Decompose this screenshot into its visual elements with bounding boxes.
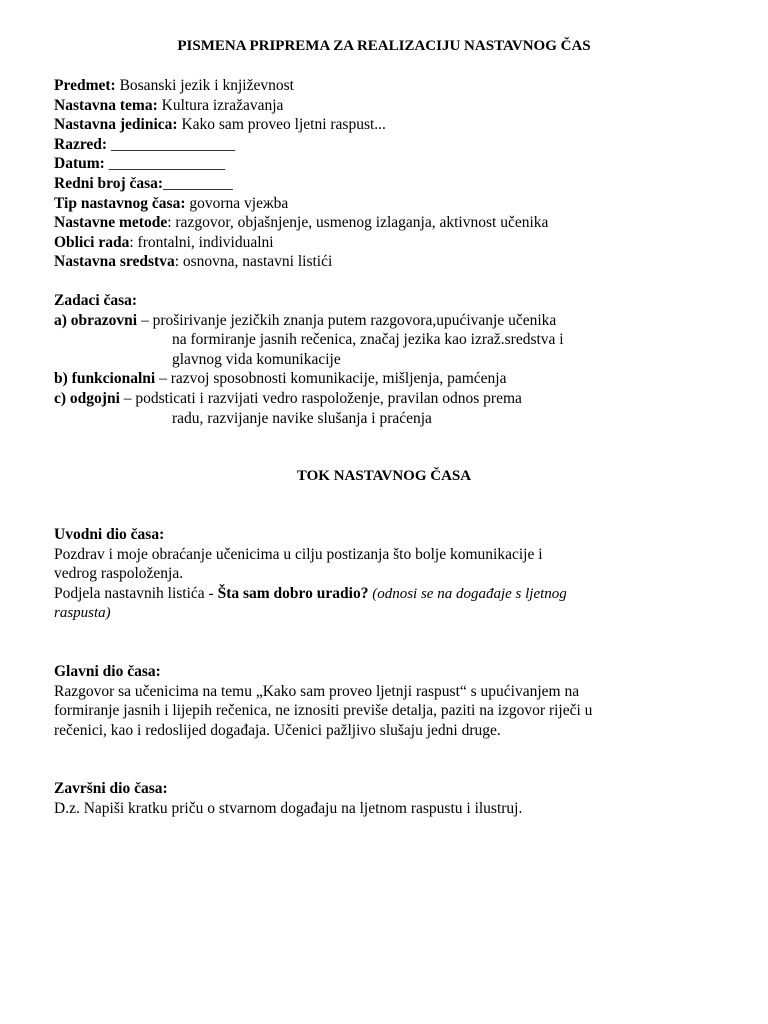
- field-oblici-rada: Oblici rada: frontalni, individualni: [54, 233, 274, 251]
- field-predmet: Predmet: Bosanski jezik i književnost: [54, 77, 294, 94]
- glavni-section: [54, 662, 734, 740]
- uvodni-section: [54, 525, 734, 624]
- field-datum: Datum: _______________: [54, 155, 225, 173]
- uvodni-listici-cont: raspusta): [54, 605, 111, 622]
- uvodni-listici: Podjela nastavnih listića - Šta sam dobro uradio? (odnosi se na događaje s ljetnog: [54, 584, 567, 602]
- zadaci-heading: Zadaci časa:: [54, 292, 138, 309]
- field-nastavna-tema: Nastavna tema: Kultura izražavanja: [54, 96, 284, 114]
- uvodni-line-1: Pozdrav i moje obraćanje učenicima u cilju postizanja što bolje komunikacije i: [54, 545, 543, 563]
- glavni-heading: Glavni dio časa:: [54, 663, 161, 680]
- field-razred: Razred: ________________: [54, 135, 235, 153]
- glavni-line-2: formiranje jasnih i lijepih rečenica, ne iznositi previše detalja, paziti na izgovor riječi u: [54, 702, 593, 720]
- zavrsni-heading: Završni dio časa:: [54, 780, 168, 797]
- uvodni-heading: Uvodni dio časa:: [54, 526, 165, 543]
- field-nastavna-sredstva: Nastavna sredstva: osnovna, nastavni listići: [54, 253, 333, 271]
- glavni-line-3: rečenici, kao i redoslijed događaja. Učenici pažljivo slušaju jedni druge.: [54, 721, 501, 739]
- header-fields: [54, 76, 734, 272]
- zadatak-obrazovni: a) obrazovni – proširivanje jezičkih znanja putem razgovora,upućivanje učenika: [54, 311, 557, 329]
- field-nastavna-jedinica: Nastavna jedinica: Kako sam proveo ljetni raspust...: [54, 116, 386, 134]
- zadatak-odgojni: c) odgojni – podsticati i razvijati vedro raspoloženje, pravilan odnos prema: [54, 389, 522, 407]
- uvodni-line-2: vedrog raspoloženja.: [54, 565, 184, 583]
- zadatak-obrazovni-line-2: na formiranje jasnih rečenica, značaj jezika kao izraž.sredstva i: [172, 331, 564, 349]
- zavrsni-section: [54, 779, 734, 818]
- zadatak-obrazovni-line-3: glavnog vida komunikacije: [172, 350, 341, 368]
- glavni-line-1: Razgovor sa učenicima na temu „Kako sam proveo ljetnji raspust“ s upućivanjem na: [54, 682, 580, 700]
- zadatak-odgojni-line-2: radu, razvijanje navike slušanja i praćenja: [172, 409, 432, 427]
- zadatak-funkcionalni: b) funkcionalni – razvoj sposobnosti komunikacije, mišljenja, pamćenja: [54, 370, 507, 388]
- document-title: PISMENA PRIPREMA ZA REALIZACIJU NASTAVNOG ČAS: [177, 38, 591, 54]
- zavrsni-text: D.z. Napiši kratku priču o stvarnom događaju na ljetnom raspustu i ilustruj.: [54, 799, 523, 817]
- tok-heading: TOK NASTAVNOG ČASA: [296, 468, 472, 484]
- zadaci-section: [54, 291, 734, 428]
- field-tip-casa: Tip nastavnog časa: govorna vjежba: [54, 194, 289, 212]
- field-nastavne-metode: Nastavne metode: razgovor, objašnjenje, usmenog izlaganja, aktivnost učenika: [54, 214, 549, 232]
- field-redni-broj: Redni broj časa:_________: [54, 174, 233, 192]
